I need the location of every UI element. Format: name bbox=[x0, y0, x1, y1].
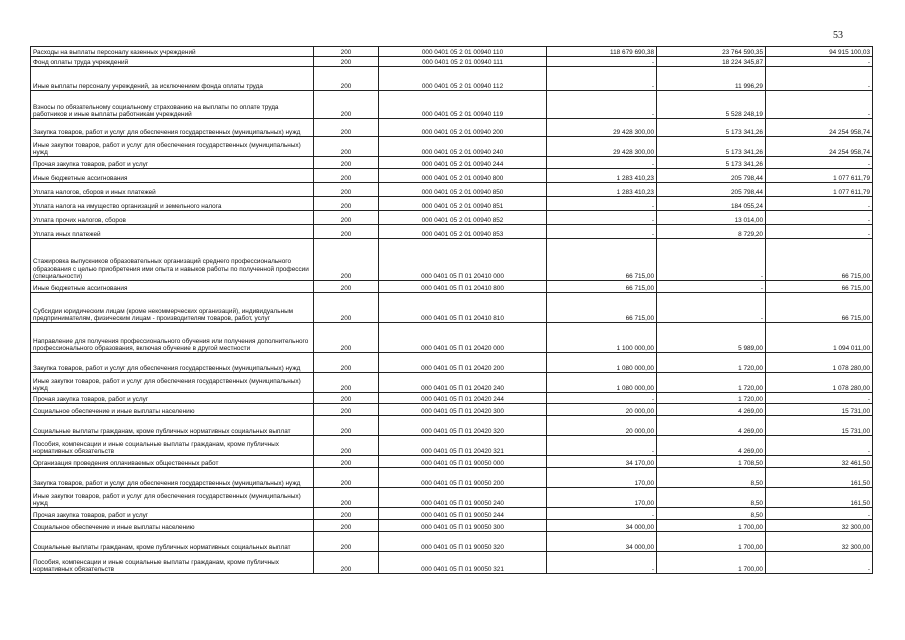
table-row bbox=[31, 137, 873, 157]
table-row bbox=[31, 488, 873, 508]
row-code: 200 bbox=[314, 239, 379, 281]
table-row bbox=[31, 157, 873, 169]
row-kbk: 000 0401 05 2 01 00940 851 bbox=[379, 197, 547, 211]
budget-table bbox=[30, 46, 873, 574]
row-plan: 20 000,00 bbox=[547, 404, 657, 416]
row-plan: - bbox=[547, 211, 657, 225]
row-code: 200 bbox=[314, 183, 379, 197]
row-code: 200 bbox=[314, 157, 379, 169]
row-rest: 161,50 bbox=[766, 488, 873, 508]
row-plan: - bbox=[547, 157, 657, 169]
row-rest: - bbox=[766, 197, 873, 211]
row-fact: 18 224 345,87 bbox=[657, 57, 766, 67]
row-kbk: 000 0401 05 П 01 20410 000 bbox=[379, 239, 547, 281]
row-rest: - bbox=[766, 211, 873, 225]
row-name: Организация проведения оплачиваемых общественных работ bbox=[31, 456, 314, 468]
row-plan: - bbox=[547, 552, 657, 574]
row-kbk: 000 0401 05 П 01 20410 800 bbox=[379, 281, 547, 293]
table-row bbox=[31, 393, 873, 404]
row-fact: 1 700,00 bbox=[657, 520, 766, 532]
row-plan: 1 283 410,23 bbox=[547, 169, 657, 183]
row-fact: 1 708,50 bbox=[657, 456, 766, 468]
row-rest: - bbox=[766, 436, 873, 456]
row-rest: - bbox=[766, 552, 873, 574]
row-code: 200 bbox=[314, 393, 379, 404]
row-rest: 32 300,00 bbox=[766, 520, 873, 532]
row-fact: 205 798,44 bbox=[657, 183, 766, 197]
table-row bbox=[31, 508, 873, 520]
row-rest: 66 715,00 bbox=[766, 293, 873, 323]
row-fact: 13 014,00 bbox=[657, 211, 766, 225]
row-fact: 5 173 341,26 bbox=[657, 119, 766, 137]
row-name: Социальные выплаты гражданам, кроме публичных нормативных социальных выплат bbox=[31, 532, 314, 552]
row-code: 200 bbox=[314, 67, 379, 91]
row-code: 200 bbox=[314, 119, 379, 137]
row-plan: 34 170,00 bbox=[547, 456, 657, 468]
row-code: 200 bbox=[314, 211, 379, 225]
row-name: Иные бюджетные ассигнования bbox=[31, 281, 314, 293]
row-rest: 15 731,00 bbox=[766, 404, 873, 416]
row-fact: 4 269,00 bbox=[657, 416, 766, 436]
row-fact: 4 269,00 bbox=[657, 404, 766, 416]
table-row bbox=[31, 373, 873, 393]
table-row bbox=[31, 293, 873, 323]
row-rest: - bbox=[766, 508, 873, 520]
row-name: Уплата налога на имущество организаций и земельного налога bbox=[31, 197, 314, 211]
row-plan: 170,00 bbox=[547, 468, 657, 488]
row-name: Иные закупки товаров, работ и услуг для обеспечения государственных (муниципальных) нужд bbox=[31, 137, 314, 157]
row-plan: - bbox=[547, 91, 657, 119]
row-kbk: 000 0401 05 П 01 90050 244 bbox=[379, 508, 547, 520]
row-plan: 118 679 690,38 bbox=[547, 47, 657, 57]
row-fact: - bbox=[657, 281, 766, 293]
row-code: 200 bbox=[314, 416, 379, 436]
row-name: Пособия, компенсации и иные социальные выплаты гражданам, кроме публичных нормативных обязательств bbox=[31, 552, 314, 574]
row-plan: 170,00 bbox=[547, 488, 657, 508]
row-kbk: 000 0401 05 П 01 90050 200 bbox=[379, 468, 547, 488]
row-code: 200 bbox=[314, 353, 379, 373]
row-code: 200 bbox=[314, 488, 379, 508]
row-rest: 32 300,00 bbox=[766, 532, 873, 552]
row-plan: 1 100 000,00 bbox=[547, 323, 657, 353]
row-plan: 29 428 300,00 bbox=[547, 137, 657, 157]
row-code: 200 bbox=[314, 293, 379, 323]
row-kbk: 000 0401 05 П 01 90050 240 bbox=[379, 488, 547, 508]
row-code: 200 bbox=[314, 197, 379, 211]
row-kbk: 000 0401 05 П 01 90050 000 bbox=[379, 456, 547, 468]
row-rest: 161,50 bbox=[766, 468, 873, 488]
table-row bbox=[31, 169, 873, 183]
row-name: Стажировка выпускников образовательных организаций среднего профессионального образования с целью приобретения ими опыта и навыков работы по полученной профессии (специальности) bbox=[31, 239, 314, 281]
row-kbk: 000 0401 05 2 01 00940 200 bbox=[379, 119, 547, 137]
row-rest: 1 078 280,00 bbox=[766, 353, 873, 373]
row-name: Социальное обеспечение и иные выплаты населению bbox=[31, 520, 314, 532]
row-rest: - bbox=[766, 393, 873, 404]
row-rest: 1 077 611,79 bbox=[766, 169, 873, 183]
table-row bbox=[31, 468, 873, 488]
row-rest: 1 077 611,79 bbox=[766, 183, 873, 197]
row-kbk: 000 0401 05 П 01 20410 810 bbox=[379, 293, 547, 323]
row-plan: 20 000,00 bbox=[547, 416, 657, 436]
row-code: 200 bbox=[314, 47, 379, 57]
row-rest: - bbox=[766, 157, 873, 169]
row-name: Уплата налогов, сборов и иных платежей bbox=[31, 183, 314, 197]
row-kbk: 000 0401 05 П 01 20420 000 bbox=[379, 323, 547, 353]
table-row bbox=[31, 225, 873, 239]
table-row bbox=[31, 552, 873, 574]
row-fact: 1 720,00 bbox=[657, 373, 766, 393]
row-code: 200 bbox=[314, 552, 379, 574]
row-kbk: 000 0401 05 П 01 90050 300 bbox=[379, 520, 547, 532]
row-code: 200 bbox=[314, 323, 379, 353]
row-fact: 8 729,20 bbox=[657, 225, 766, 239]
row-rest: - bbox=[766, 91, 873, 119]
table-row bbox=[31, 47, 873, 57]
row-code: 200 bbox=[314, 57, 379, 67]
row-code: 200 bbox=[314, 468, 379, 488]
page-number: 53 bbox=[833, 30, 843, 41]
row-fact: 5 528 248,19 bbox=[657, 91, 766, 119]
row-name: Взносы по обязательному социальному страхованию на выплаты по оплате труда работников и иные выплаты работникам учреждений bbox=[31, 91, 314, 119]
row-kbk: 000 0401 05 2 01 00940 244 bbox=[379, 157, 547, 169]
table-row bbox=[31, 416, 873, 436]
row-code: 200 bbox=[314, 404, 379, 416]
row-fact: - bbox=[657, 293, 766, 323]
row-fact: 1 700,00 bbox=[657, 552, 766, 574]
row-plan: - bbox=[547, 57, 657, 67]
table-row bbox=[31, 211, 873, 225]
row-fact: 1 720,00 bbox=[657, 353, 766, 373]
row-kbk: 000 0401 05 П 01 20420 240 bbox=[379, 373, 547, 393]
row-plan: 66 715,00 bbox=[547, 281, 657, 293]
table-row bbox=[31, 456, 873, 468]
row-kbk: 000 0401 05 2 01 00940 852 bbox=[379, 211, 547, 225]
row-plan: - bbox=[547, 436, 657, 456]
row-rest: 32 461,50 bbox=[766, 456, 873, 468]
row-kbk: 000 0401 05 П 01 20420 321 bbox=[379, 436, 547, 456]
row-name: Закупка товаров, работ и услуг для обеспечения государственных (муниципальных) нужд bbox=[31, 119, 314, 137]
table-row bbox=[31, 91, 873, 119]
row-fact: 8,50 bbox=[657, 488, 766, 508]
row-fact: 205 798,44 bbox=[657, 169, 766, 183]
row-rest: 24 254 958,74 bbox=[766, 137, 873, 157]
row-code: 200 bbox=[314, 456, 379, 468]
row-rest: 94 915 100,03 bbox=[766, 47, 873, 57]
row-kbk: 000 0401 05 2 01 00940 853 bbox=[379, 225, 547, 239]
row-fact: 11 996,29 bbox=[657, 67, 766, 91]
row-plan: 66 715,00 bbox=[547, 293, 657, 323]
row-name: Уплата иных платежей bbox=[31, 225, 314, 239]
row-rest: - bbox=[766, 225, 873, 239]
row-fact: 8,50 bbox=[657, 508, 766, 520]
row-plan: - bbox=[547, 508, 657, 520]
row-kbk: 000 0401 05 П 01 90050 320 bbox=[379, 532, 547, 552]
row-plan: 1 283 410,23 bbox=[547, 183, 657, 197]
row-code: 200 bbox=[314, 225, 379, 239]
row-name: Иные закупки товаров, работ и услуг для обеспечения государственных (муниципальных) нужд bbox=[31, 373, 314, 393]
row-fact: 5 989,00 bbox=[657, 323, 766, 353]
row-plan: 1 080 000,00 bbox=[547, 353, 657, 373]
row-fact: 184 055,24 bbox=[657, 197, 766, 211]
row-fact: 8,50 bbox=[657, 468, 766, 488]
row-name: Пособия, компенсации и иные социальные выплаты гражданам, кроме публичных нормативных обязательств bbox=[31, 436, 314, 456]
row-code: 200 bbox=[314, 436, 379, 456]
table-row bbox=[31, 239, 873, 281]
row-rest: 24 254 958,74 bbox=[766, 119, 873, 137]
row-kbk: 000 0401 05 2 01 00940 119 bbox=[379, 91, 547, 119]
row-code: 200 bbox=[314, 520, 379, 532]
row-name: Прочая закупка товаров, работ и услуг bbox=[31, 157, 314, 169]
row-plan: 66 715,00 bbox=[547, 239, 657, 281]
table-row bbox=[31, 197, 873, 211]
row-name: Закупка товаров, работ и услуг для обеспечения государственных (муниципальных) нужд bbox=[31, 353, 314, 373]
row-name: Закупка товаров, работ и услуг для обеспечения государственных (муниципальных) нужд bbox=[31, 468, 314, 488]
row-code: 200 bbox=[314, 281, 379, 293]
row-name: Иные закупки товаров, работ и услуг для обеспечения государственных (муниципальных) нужд bbox=[31, 488, 314, 508]
row-code: 200 bbox=[314, 137, 379, 157]
row-name: Фонд оплаты труда учреждений bbox=[31, 57, 314, 67]
table-row bbox=[31, 57, 873, 67]
table-row bbox=[31, 353, 873, 373]
row-code: 200 bbox=[314, 508, 379, 520]
row-name: Иные выплаты персоналу учреждений, за исключением фонда оплаты труда bbox=[31, 67, 314, 91]
row-kbk: 000 0401 05 П 01 90050 321 bbox=[379, 552, 547, 574]
table-row bbox=[31, 520, 873, 532]
row-fact: 1 720,00 bbox=[657, 393, 766, 404]
table-row bbox=[31, 532, 873, 552]
row-name: Прочая закупка товаров, работ и услуг bbox=[31, 508, 314, 520]
table-row bbox=[31, 404, 873, 416]
row-kbk: 000 0401 05 2 01 00940 110 bbox=[379, 47, 547, 57]
row-fact: 5 173 341,26 bbox=[657, 157, 766, 169]
row-rest: 1 094 011,00 bbox=[766, 323, 873, 353]
row-rest: - bbox=[766, 57, 873, 67]
row-fact: 23 764 590,35 bbox=[657, 47, 766, 57]
table-row bbox=[31, 436, 873, 456]
row-code: 200 bbox=[314, 169, 379, 183]
table-row bbox=[31, 183, 873, 197]
row-name: Иные бюджетные ассигнования bbox=[31, 169, 314, 183]
row-code: 200 bbox=[314, 91, 379, 119]
row-plan: 34 000,00 bbox=[547, 520, 657, 532]
row-fact: 4 269,00 bbox=[657, 436, 766, 456]
row-plan: - bbox=[547, 225, 657, 239]
row-plan: 1 080 000,00 bbox=[547, 373, 657, 393]
row-rest: 1 078 280,00 bbox=[766, 373, 873, 393]
row-plan: 29 428 300,00 bbox=[547, 119, 657, 137]
row-kbk: 000 0401 05 П 01 20420 244 bbox=[379, 393, 547, 404]
table-row bbox=[31, 281, 873, 293]
row-kbk: 000 0401 05 П 01 20420 200 bbox=[379, 353, 547, 373]
row-name: Направление для получения профессионального обучения или получения дополнительного профессионального образования, включая обучение в другой местности bbox=[31, 323, 314, 353]
row-plan: - bbox=[547, 393, 657, 404]
row-plan: - bbox=[547, 197, 657, 211]
table-row bbox=[31, 67, 873, 91]
row-kbk: 000 0401 05 П 01 20420 300 bbox=[379, 404, 547, 416]
row-plan: 34 000,00 bbox=[547, 532, 657, 552]
row-fact: - bbox=[657, 239, 766, 281]
row-kbk: 000 0401 05 2 01 00940 111 bbox=[379, 57, 547, 67]
row-rest: 66 715,00 bbox=[766, 281, 873, 293]
row-kbk: 000 0401 05 П 01 20420 320 bbox=[379, 416, 547, 436]
table-row bbox=[31, 323, 873, 353]
row-name: Уплата прочих налогов, сборов bbox=[31, 211, 314, 225]
row-fact: 1 700,00 bbox=[657, 532, 766, 552]
row-fact: 5 173 341,26 bbox=[657, 137, 766, 157]
row-name: Социальные выплаты гражданам, кроме публичных нормативных социальных выплат bbox=[31, 416, 314, 436]
row-name: Социальное обеспечение и иные выплаты населению bbox=[31, 404, 314, 416]
row-code: 200 bbox=[314, 373, 379, 393]
row-rest: 66 715,00 bbox=[766, 239, 873, 281]
row-kbk: 000 0401 05 2 01 00940 800 bbox=[379, 169, 547, 183]
row-rest: - bbox=[766, 67, 873, 91]
row-kbk: 000 0401 05 2 01 00940 112 bbox=[379, 67, 547, 91]
row-rest: 15 731,00 bbox=[766, 416, 873, 436]
table-row bbox=[31, 119, 873, 137]
row-kbk: 000 0401 05 2 01 00940 850 bbox=[379, 183, 547, 197]
row-kbk: 000 0401 05 2 01 00940 240 bbox=[379, 137, 547, 157]
row-plan: - bbox=[547, 67, 657, 91]
row-name: Прочая закупка товаров, работ и услуг bbox=[31, 393, 314, 404]
row-name: Расходы на выплаты персоналу казенных учреждений bbox=[31, 47, 314, 57]
row-code: 200 bbox=[314, 532, 379, 552]
row-name: Субсидии юридическим лицам (кроме некоммерческих организаций), индивидуальным предпринимателям, физическим лицам - производителям товаров, работ, услуг bbox=[31, 293, 314, 323]
